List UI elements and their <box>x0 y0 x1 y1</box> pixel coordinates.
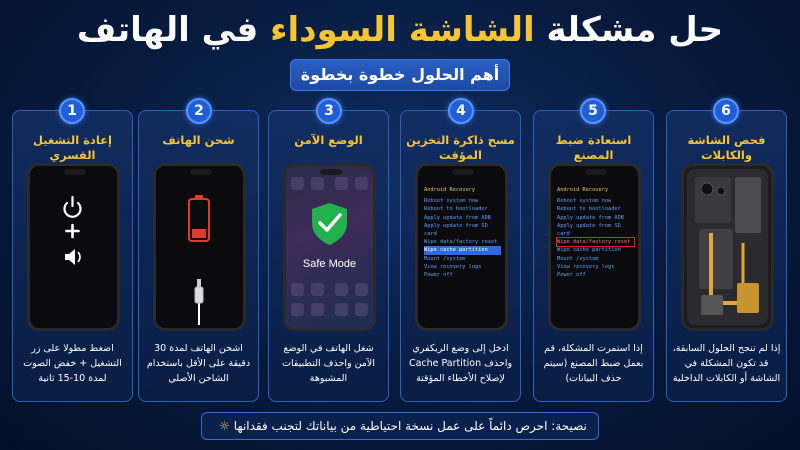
page-title <box>0 8 800 52</box>
step-card-4 <box>400 110 521 402</box>
recovery-header: Android Recovery <box>557 187 609 193</box>
low-battery-icon <box>189 195 209 241</box>
tip-banner <box>201 412 599 440</box>
recovery-menu-item: Reboot system now <box>557 198 612 205</box>
recovery-menu-item: Reboot to bootloader <box>557 206 621 213</box>
step-number-badge: 5 <box>580 98 606 124</box>
step-title: فحص الشاشة والكابلات <box>687 133 766 162</box>
recovery-menu-item: Wipe data/factory reset <box>424 239 498 246</box>
power-icon <box>65 197 81 217</box>
charging-cable-icon <box>195 279 203 325</box>
phone-image <box>415 163 508 331</box>
plus-icon <box>67 225 79 237</box>
step-description: ادخل إلى وضع الريكفري واحذف Cache Partition لإصلاح الأخطاء المؤقتة <box>408 343 513 384</box>
phone-image <box>283 163 376 331</box>
tip-text: نصيحة: احرص دائماً على عمل نسخة احتياطية من بياناتك لتجنب فقدانها <box>233 419 587 433</box>
recovery-header: Android Recovery <box>424 187 476 193</box>
recovery-menu <box>424 186 501 279</box>
step-number-badge: 2 <box>186 98 212 124</box>
step-description: اضغط مطولا على زر التشغيل + خفض الصوت لمدة 10-15 ثانية <box>23 343 122 384</box>
title-part-2: في الهاتف <box>76 10 259 50</box>
volume-icon <box>65 249 80 265</box>
step-description: اشحن الهاتف لمدة 30 دقيقة على الأقل باستخدام الشاحن الأصلي <box>146 343 251 384</box>
step-title: استعادة ضبط المصنع <box>555 133 632 162</box>
phone-image <box>548 163 641 331</box>
recovery-menu-item: Wipe cache partition <box>424 246 501 254</box>
phone-image <box>681 163 774 331</box>
recovery-menu-item: Apply update from SD card <box>424 222 488 238</box>
phone-image <box>27 163 120 331</box>
step-number-badge: 4 <box>448 98 474 124</box>
lightbulb-icon: ☼ <box>219 419 230 433</box>
step-number-badge: 3 <box>316 98 342 124</box>
step-card-5 <box>533 110 654 402</box>
recovery-menu-item: Reboot to bootloader <box>424 206 488 213</box>
step-title: إعادة التشغيل القسري <box>33 133 112 162</box>
recovery-menu-item: Apply update from SD card <box>557 222 621 238</box>
recovery-menu-item: Wipe data/factory reset <box>557 238 634 246</box>
recovery-menu-item: View recovery logs <box>424 263 482 270</box>
recovery-menu-item: Mount /system <box>557 255 599 262</box>
step-description: شغل الهاتف في الوضع الآمن واحذف التطبيقات المشبوهة <box>282 343 375 384</box>
step-title: شحن الهاتف <box>162 133 235 147</box>
shield-check-icon <box>312 203 347 245</box>
phone-internals-icon <box>681 163 774 331</box>
recovery-menu-item: Apply update from ADB <box>424 214 491 221</box>
step-number-badge: 1 <box>59 98 85 124</box>
step-card-6 <box>666 110 787 402</box>
safe-mode-label: Safe Mode <box>302 258 357 270</box>
step-card-3 <box>268 110 389 402</box>
step-title: مسح ذاكرة التخزين المؤقت <box>406 133 515 162</box>
recovery-menu-item: Mount /system <box>424 255 466 262</box>
phone-image <box>153 163 246 331</box>
step-card-2 <box>138 110 259 402</box>
recovery-menu-item: Power off <box>424 272 453 279</box>
subtitle-banner: أهم الحلول خطوة بخطوة <box>290 59 510 91</box>
recovery-menu-item: Power off <box>557 272 586 279</box>
recovery-menu <box>557 186 634 279</box>
title-part-1: حل مشكلة <box>546 10 724 50</box>
step-description: إذا لم تنجح الحلول السابقة، قد تكون المشكلة في الشاشة أو الكابلات الداخلية <box>672 343 781 384</box>
title-highlight: الشاشة السوداء <box>270 10 535 50</box>
recovery-menu-item: Reboot system now <box>424 198 479 205</box>
step-title: الوضع الآمن <box>294 133 363 147</box>
recovery-menu-item: Wipe cache partition <box>557 247 621 254</box>
step-description: إذا استمرت المشكلة، قم بعمل ضبط المصنع (سيتم حذف البيانات) <box>543 343 644 384</box>
recovery-menu-item: View recovery logs <box>557 263 615 270</box>
step-card-1 <box>12 110 133 402</box>
step-number-badge: 6 <box>713 98 739 124</box>
recovery-menu-item: Apply update from ADB <box>557 214 624 221</box>
